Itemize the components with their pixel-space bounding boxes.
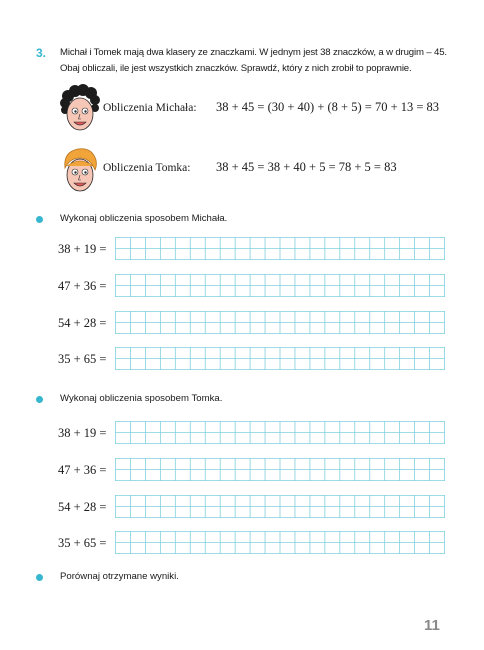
tomek-calculation-expression: 38 + 45 = 38 + 40 + 5 = 78 + 5 = 83 xyxy=(216,160,397,174)
bullet-icon xyxy=(36,216,43,223)
equation-text: 47 + 36 = xyxy=(58,463,107,477)
answer-grid[interactable] xyxy=(115,458,445,481)
tomek-calculation-label: Obliczenia Tomka: xyxy=(103,162,191,174)
equation-text: 54 + 28 = xyxy=(58,500,107,514)
equation-text: 47 + 36 = xyxy=(58,279,107,293)
equation-text: 35 + 65 = xyxy=(58,352,107,366)
answer-grid[interactable] xyxy=(115,237,445,260)
answer-grid[interactable] xyxy=(115,311,445,334)
michal-calculation-expression: 38 + 45 = (30 + 40) + (8 + 5) = 70 + 13 = 83 xyxy=(216,100,440,114)
tomek-calculation-row xyxy=(60,144,460,198)
answer-grid[interactable] xyxy=(115,421,445,444)
equation-row-michal xyxy=(58,347,448,371)
tomek-face-illustration xyxy=(60,144,100,196)
bullet-icon xyxy=(36,396,43,403)
answer-grid[interactable] xyxy=(115,274,445,297)
equation-row-michal xyxy=(58,237,448,261)
answer-grid[interactable] xyxy=(115,495,445,518)
equation-row-tomek xyxy=(58,531,448,555)
equation-row-michal xyxy=(58,311,448,335)
instruction-text: Wykonaj obliczenia sposobem Tomka. xyxy=(60,393,223,404)
michal-calculation-row xyxy=(60,84,460,138)
equation-row-tomek xyxy=(58,495,448,519)
equation-text: 54 + 28 = xyxy=(58,316,107,330)
bullet-icon xyxy=(36,574,43,581)
michal-face-illustration xyxy=(60,84,100,136)
page-number: 11 xyxy=(424,617,440,634)
equation-row-tomek xyxy=(58,458,448,482)
instruction-text: Porównaj otrzymane wyniki. xyxy=(60,571,179,582)
equation-row-michal xyxy=(58,274,448,298)
instruction-text: Wykonaj obliczenia sposobem Michała. xyxy=(60,213,228,224)
equation-text: 38 + 19 = xyxy=(58,426,107,440)
task-intro: Michał i Tomek mają dwa klasery ze znaczkami. W jednym jest 38 znaczków, a w drugim – 45. Obaj obliczali, ile jest wszystkich znaczków. Sprawdź, który z nich zrobił to poprawnie. xyxy=(60,47,447,74)
task-number: 3. xyxy=(36,46,47,60)
equation-text: 35 + 65 = xyxy=(58,536,107,550)
michal-calculation-label: Obliczenia Michała: xyxy=(103,102,197,114)
answer-grid[interactable] xyxy=(115,531,445,554)
answer-grid[interactable] xyxy=(115,347,445,370)
equation-text: 38 + 19 = xyxy=(58,242,107,256)
equation-row-tomek xyxy=(58,421,448,445)
